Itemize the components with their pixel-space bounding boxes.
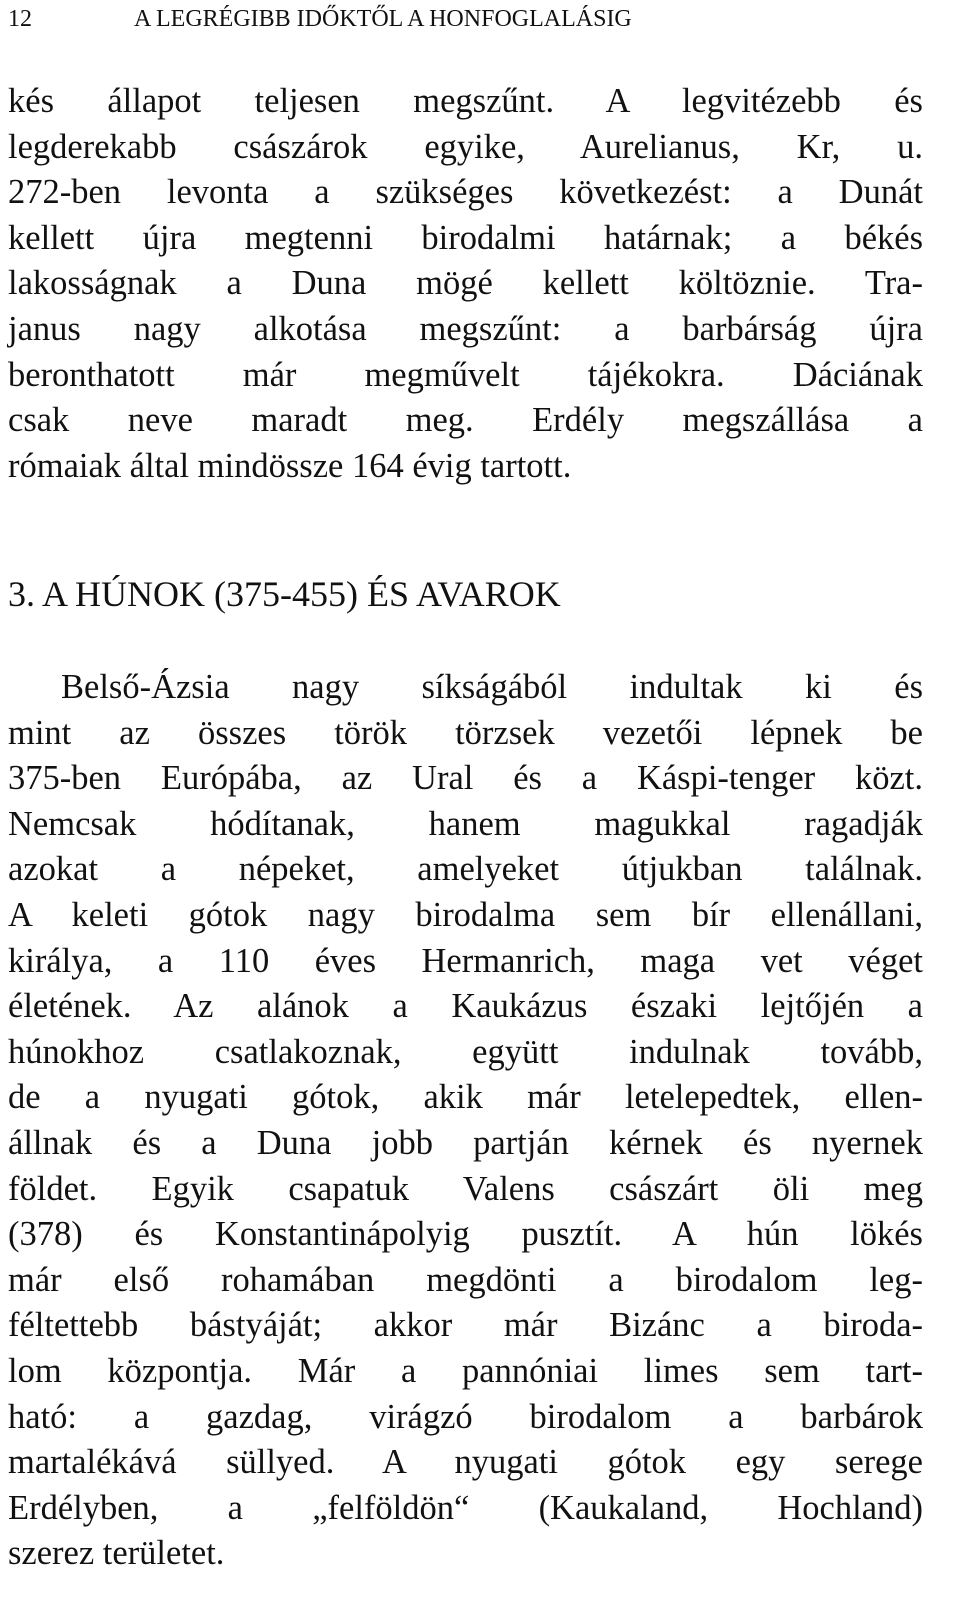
text-line: féltettebb bástyáját; akkor már Bizánc a biroda-: [8, 1306, 923, 1345]
paragraph-roman-dacia: [8, 79, 923, 489]
text-line: janus nagy alkotása megszűnt: a barbárság újra: [8, 309, 923, 348]
text-line: Nemcsak hódítanak, hanem magukkal ragadják: [8, 804, 923, 843]
paragraph-huns-avars: [8, 665, 923, 1577]
text-line: lom központja. Már a pannóniai limes sem tart-: [8, 1351, 923, 1390]
text-line: húnokhoz csatlakoznak, együtt indulnak tovább,: [8, 1032, 923, 1071]
text-line: martalékává süllyed. A nyugati gótok egy serege: [8, 1443, 923, 1482]
text-line: legderekabb császárok egyike, Aurelianus, Kr, u.: [8, 127, 923, 166]
text-line: szerez területet.: [8, 1534, 225, 1573]
text-line: A keleti gótok nagy birodalma sem bír ellenállani,: [8, 895, 923, 934]
text-line: kellett újra megtenni birodalmi határnak; a békés: [8, 218, 923, 257]
text-line: beronthatott már megművelt tájékokra. Dáciának: [8, 355, 923, 394]
text-line: életének. Az alánok a Kaukázus északi lejtőjén a: [8, 987, 923, 1026]
text-line: állnak és a Duna jobb partján kérnek és nyernek: [8, 1123, 923, 1162]
text-line: Belső-Ázsia nagy síkságából indultak ki és: [61, 668, 923, 706]
text-line: mint az összes török törzsek vezetői lépnek be: [8, 713, 923, 752]
text-line: azokat a népeket, amelyeket útjukban találnak.: [8, 850, 923, 889]
text-line: királya, a 110 éves Hermanrich, maga vet véget: [8, 941, 923, 980]
text-line: 375-ben Európába, az Ural és a Káspi-tenger közt.: [8, 759, 923, 798]
text-line: Erdélyben, a „felföldön“ (Kaukaland, Hochland): [8, 1488, 923, 1527]
text-line: földet. Egyik csapatuk Valens császárt öli meg: [8, 1169, 923, 1208]
text-line: 272-ben levonta a szükséges következést: a Dunát: [8, 173, 923, 212]
text-line: csak neve maradt meg. Erdély megszállása a: [8, 401, 923, 440]
page-number: 12: [8, 6, 32, 32]
text-line: már első rohamában megdönti a birodalom leg-: [8, 1260, 923, 1299]
running-title: A LEGRÉGIBB IDŐKTŐL A HONFOGLALÁSIG: [134, 6, 632, 32]
text-line: de a nyugati gótok, akik már letelepedtek, ellen-: [8, 1078, 923, 1117]
text-line: (378) és Konstantinápolyig pusztít. A hún lökés: [8, 1215, 923, 1254]
text-line: lakosságnak a Duna mögé kellett költöznie. Tra-: [8, 264, 923, 303]
running-header: [8, 4, 952, 34]
text-line: ható: a gazdag, virágzó birodalom a barbárok: [8, 1397, 923, 1436]
text-line: rómaiak által mindössze 164 évig tartott.: [8, 446, 572, 485]
text-line: kés állapot teljesen megszűnt. A legvitézebb és: [8, 82, 923, 120]
section-heading: 3. A HÚNOK (375-455) ÉS AVAROK: [8, 574, 561, 614]
